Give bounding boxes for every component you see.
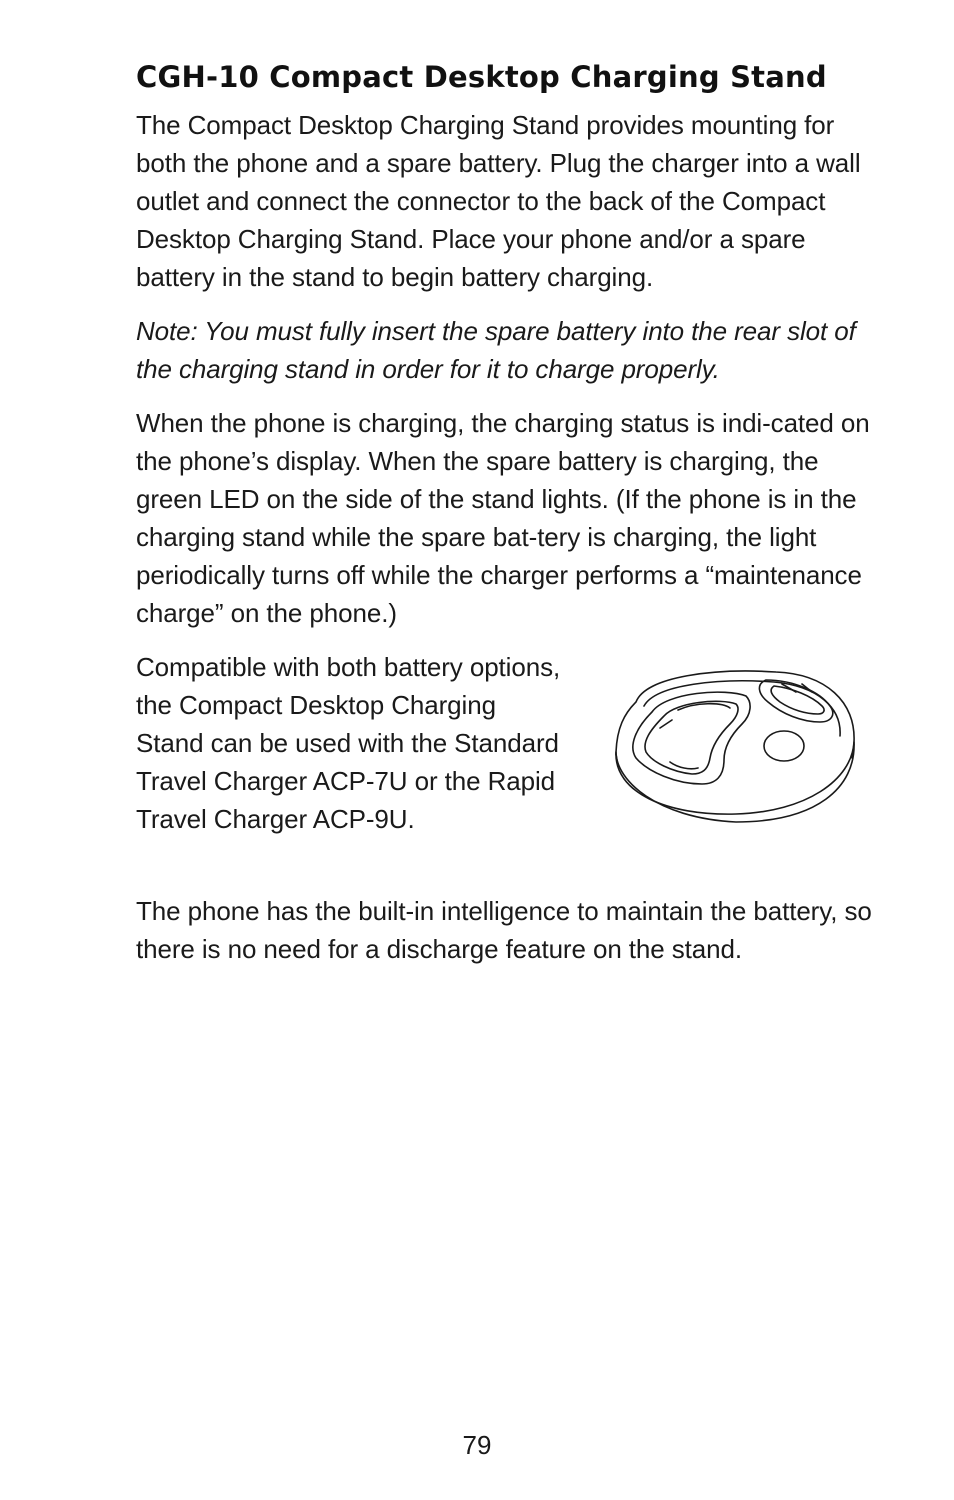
- compatibility-paragraph: Compatible with both battery options, the Compact Desktop Charging Stand can be used with the Standard Travel Charger ACP-7U or the Rapid Travel Charger ACP-9U.: [136, 652, 561, 834]
- charging-stand-illustration-icon: [606, 662, 866, 832]
- charging-status-paragraph: When the phone is charging, the charging status is indi-cated on the phone’s display. When the spare battery is charging, the green LED on the side of the stand lights. (If the phone is in the charging stand while the spare bat-tery is charging, the light periodically turns off while the charger performs a “maintenance charge” on the phone.): [136, 408, 870, 628]
- final-paragraph: The phone has the built-in intelligence to maintain the battery, so there is no need for a discharge feature on the stand.: [136, 896, 872, 964]
- intro-paragraph: The Compact Desktop Charging Stand provides mounting for both the phone and a spare battery. Plug the charger into a wall outlet and connect the connector to the back of the Compact Desktop Charging Stand. Place your phone and/or a spare battery in the stand to begin battery charging.: [136, 110, 861, 292]
- document-page: [136, 58, 881, 968]
- compatibility-section: [136, 648, 881, 876]
- note-paragraph: Note: You must fully insert the spare battery into the rear slot of the charging stand in order for it to charge properly.: [136, 316, 856, 384]
- page-number: 79: [462, 1430, 492, 1460]
- section-title: CGH-10 Compact Desktop Charging Stand: [136, 60, 827, 94]
